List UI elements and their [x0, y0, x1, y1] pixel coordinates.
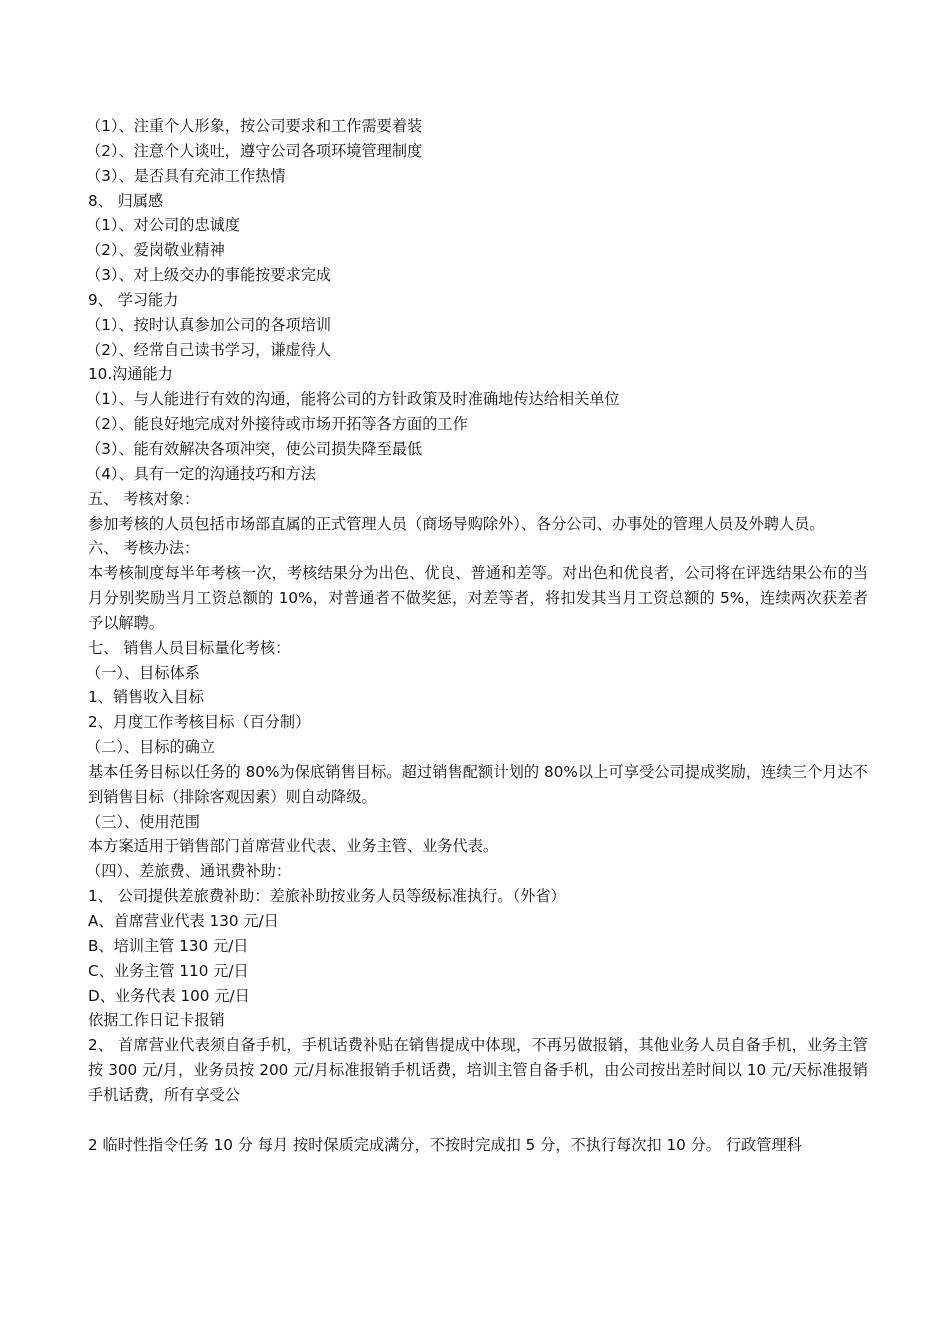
- section-heading: 七、 销售人员目标量化考核：: [88, 638, 291, 657]
- text-line: （2）、能良好地完成对外接待或市场开拓等各方面的工作: [86, 415, 468, 434]
- paragraph: 基本任务目标以任务的 80%为保底销售目标。超过销售配额计划的 80%以上可享受公司提成奖励，连续三个月达不到销售目标（排除客观因素）则自动降级。: [88, 762, 868, 806]
- text-line: 1、 公司提供差旅费补助：差旅补助按业务人员等级标准执行。（外省）: [88, 887, 566, 906]
- section-heading: 8、 归属感: [88, 191, 164, 210]
- text-line: 本方案适用于销售部门首席营业代表、业务主管、业务代表。: [88, 837, 499, 856]
- section-heading: 9、 学习能力: [88, 290, 179, 309]
- text-line: （1）、对公司的忠诚度: [86, 216, 240, 235]
- text-line: （2）、注意个人谈吐，遵守公司各项环境管理制度: [86, 141, 423, 160]
- text-line: （2）、爱岗敬业精神: [86, 241, 225, 260]
- section-heading: 六、 考核办法：: [88, 539, 200, 558]
- subsection-heading: （二）、目标的确立: [86, 738, 216, 757]
- paragraph: 2、 首席营业代表须自备手机，手机话费补贴在销售提成中体现，不再另做报销，其他业务人员自备手机，业务主管按 300 元/月，业务员按 200 元/月标准报销手机话费，培训主管自备手机，由公司按出差时间以 10 元/天标准报销手机话费，所有享受公: [88, 1036, 868, 1104]
- text-line: （1）、注重个人形象，按公司要求和工作需要着装: [86, 117, 423, 135]
- text-line: （2）、经常自己读书学习，谦虚待人: [86, 340, 332, 359]
- text-line: （4）、具有一定的沟通技巧和方法: [86, 464, 316, 483]
- text-line: A、首席营业代表 130 元/日: [88, 912, 279, 930]
- subsection-heading: （四）、差旅费、通讯费补助：: [86, 862, 292, 881]
- text-line: 依据工作日记卡报销: [88, 1011, 225, 1030]
- text-line: （3）、对上级交办的事能按要求完成: [86, 266, 332, 285]
- text-line: 2、月度工作考核目标（百分制）: [88, 713, 311, 732]
- text-line: 1、销售收入目标: [88, 688, 204, 707]
- text-line: （3）、是否具有充沛工作热情: [86, 166, 286, 185]
- subsection-heading: （三）、使用范围: [86, 812, 200, 831]
- section-heading: 五、 考核对象：: [88, 489, 200, 508]
- paragraph: 2 临时性指令任务 10 分 每月 按时保质完成满分，不按时完成扣 5 分，不执行每次扣 10 分。 行政管理科: [88, 1135, 802, 1154]
- blank-line: [88, 1108, 868, 1133]
- text-line: （3）、能有效解决各项冲突，使公司损失降至最低: [86, 439, 423, 458]
- document-page: [88, 114, 868, 1157]
- section-heading: 10.沟通能力: [88, 365, 173, 384]
- text-line: （1）、与人能进行有效的沟通，能将公司的方针政策及时准确地传达给相关单位: [86, 390, 620, 409]
- text-line: C、业务主管 110 元/日: [88, 961, 249, 980]
- paragraph: 本考核制度每半年考核一次，考核结果分为出色、优良、普通和差等。对出色和优良者，公司将在评选结果公布的当月分别奖励当月工资总额的 10%，对普通者不做奖惩，对差等者，将扣发其当月工资总额的 5%，连续两次获差者予以解聘。: [88, 564, 868, 632]
- text-line: B、培训主管 130 元/日: [88, 936, 249, 955]
- text-line: （1）、按时认真参加公司的各项培训: [86, 315, 332, 334]
- text-line: D、业务代表 100 元/日: [88, 986, 250, 1005]
- paragraph: 参加考核的人员包括市场部直属的正式管理人员（商场导购除外）、各分公司、办事处的管理人员及外聘人员。: [88, 514, 825, 533]
- subsection-heading: （一）、目标体系: [86, 663, 200, 682]
